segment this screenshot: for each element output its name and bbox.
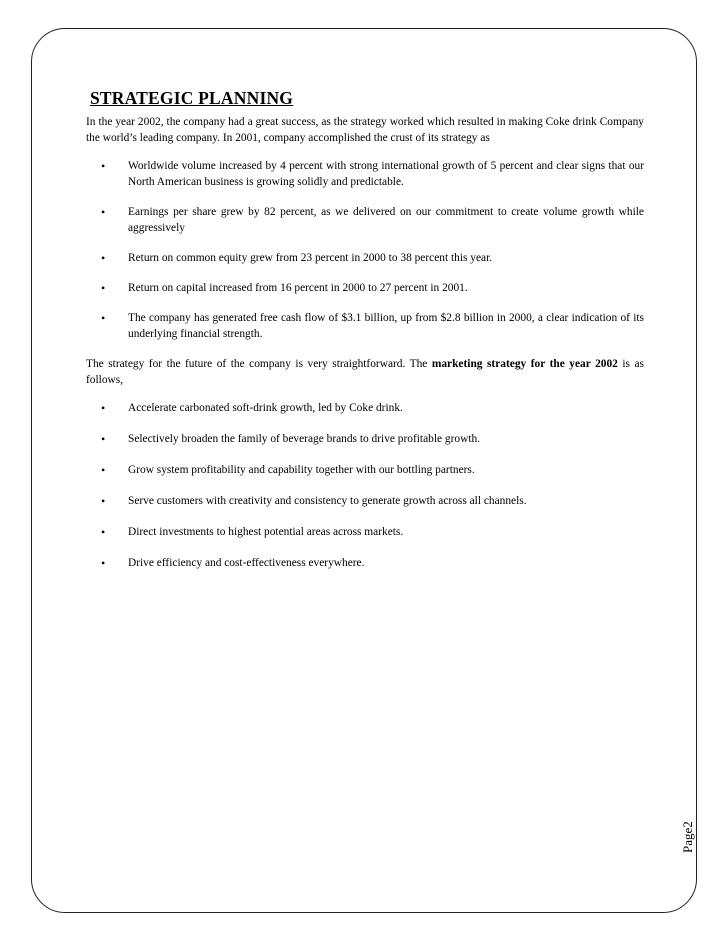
- list-item: [86, 524, 644, 540]
- bullet-icon: •: [101, 401, 106, 415]
- bullet-icon: •: [101, 311, 106, 325]
- intro-paragraph: In the year 2002, the company had a great success, as the strategy worked which resulted in making Coke drink Company the world’s leading company. In 2001, company accomplished the crust of its strategy as: [86, 116, 644, 144]
- list-item-text: Selectively broaden the family of beverage brands to drive profitable growth.: [128, 433, 481, 445]
- list-item: [86, 310, 644, 342]
- list-item-text: Direct investments to highest potential areas across markets.: [128, 526, 404, 538]
- page-number: Page2: [680, 821, 695, 853]
- bullet-icon: •: [101, 281, 106, 295]
- list-item: [86, 280, 644, 296]
- list-item-text: Grow system profitability and capability together with our bottling partners.: [128, 464, 475, 476]
- strategy-intro-end: is as follows,: [86, 358, 644, 386]
- bullet-icon: •: [101, 494, 106, 508]
- list-item-text: Accelerate carbonated soft-drink growth, led by Coke drink.: [128, 402, 403, 414]
- bullet-icon: •: [101, 525, 106, 539]
- strategy-intro-start: The strategy for the future of the company is very straightforward. The: [86, 358, 432, 370]
- list-item-text: Earnings per share grew by 82 percent, as we delivered on our commitment to create volume growth while aggressively: [128, 206, 644, 234]
- strategy-list: [86, 400, 644, 571]
- list-item: [86, 493, 644, 509]
- bullet-icon: •: [101, 159, 106, 173]
- bullet-icon: •: [101, 251, 106, 265]
- list-item-text: The company has generated free cash flow of $3.1 billion, up from $2.8 billion in 2000, a clear indication of its underlying financial strength.: [128, 312, 644, 340]
- list-item-text: Serve customers with creativity and consistency to generate growth across all channels.: [128, 495, 527, 507]
- list-item: [86, 158, 644, 190]
- list-item-text: Drive efficiency and cost-effectiveness everywhere.: [128, 557, 365, 569]
- bullet-icon: •: [101, 556, 106, 570]
- strategy-intro-bold: marketing strategy for the year 2002: [431, 358, 618, 370]
- bullet-icon: •: [101, 432, 106, 446]
- list-item: [86, 462, 644, 478]
- list-item-text: Worldwide volume increased by 4 percent with strong international growth of 5 percent and clear signs that our North American business is growing solidly and predictable.: [128, 160, 644, 188]
- bullet-icon: •: [101, 205, 106, 219]
- list-item: [86, 555, 644, 571]
- list-item: [86, 400, 644, 416]
- list-item-text: Return on capital increased from 16 percent in 2000 to 27 percent in 2001.: [128, 282, 468, 294]
- strategy-paragraph: [86, 356, 644, 388]
- list-item-text: Return on common equity grew from 23 percent in 2000 to 38 percent this year.: [128, 252, 493, 264]
- list-item: [86, 431, 644, 447]
- bullet-icon: •: [101, 463, 106, 477]
- page-title: STRATEGIC PLANNING: [90, 88, 294, 108]
- list-item: [86, 250, 644, 266]
- achievements-list: [86, 158, 644, 342]
- list-item: [86, 204, 644, 236]
- document-body: [86, 87, 644, 586]
